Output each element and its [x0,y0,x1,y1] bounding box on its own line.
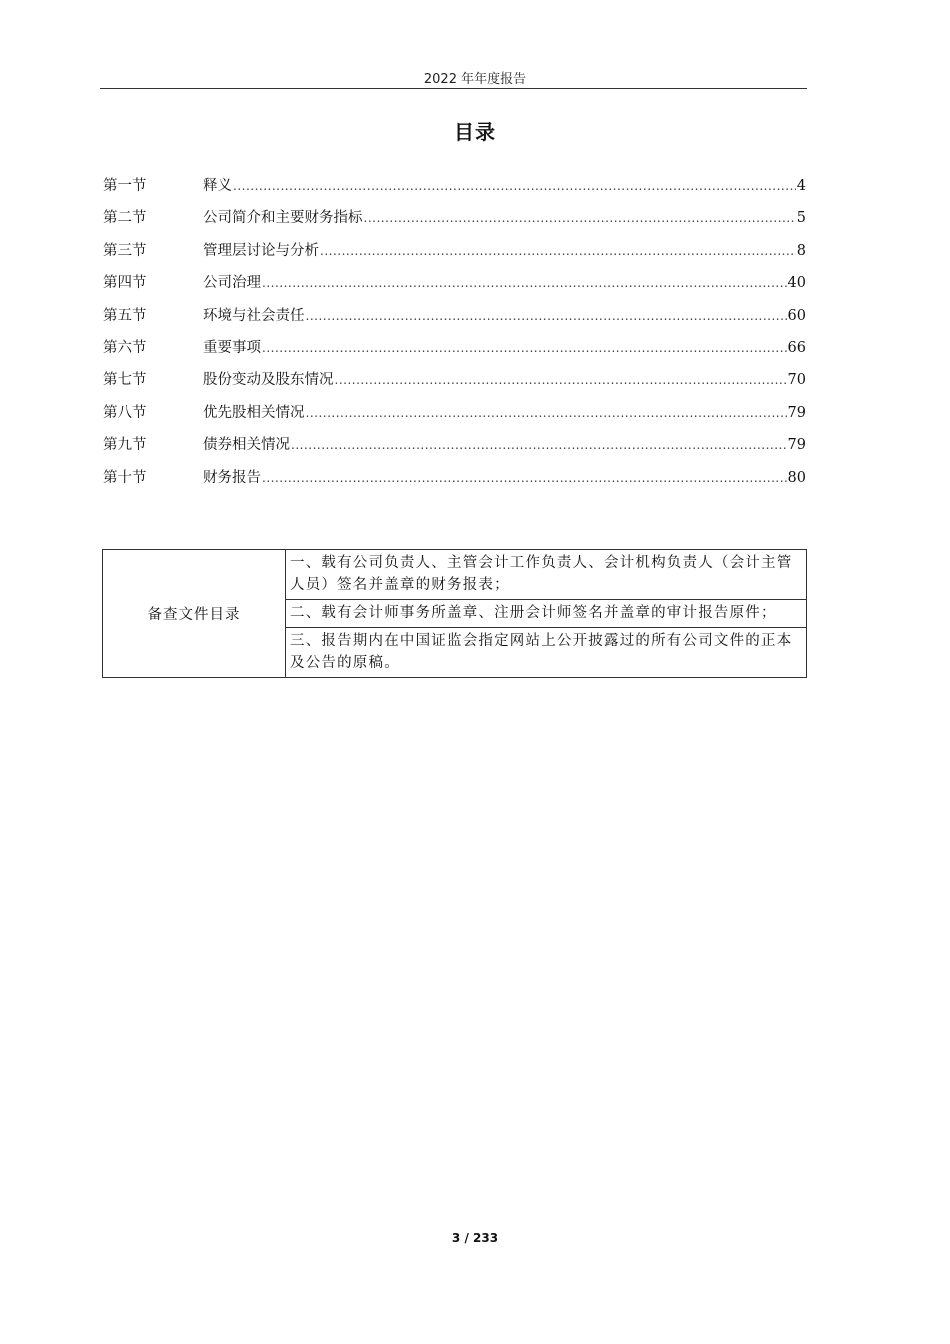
toc-entry[interactable] [103,401,806,433]
toc-entry-title: 财务报告 [203,469,261,486]
toc-entry-page: 80 [787,469,806,486]
toc-entry-title: 环境与社会责任 [203,307,305,324]
toc-leader-dots [262,471,787,485]
toc-leader-dots [233,179,796,193]
toc-leader-dots [262,276,787,290]
toc-entry-number: 第十节 [103,469,147,486]
toc-entry-title: 公司简介和主要财务指标 [203,210,363,227]
toc-entry-title: 股份变动及股东情况 [203,372,334,389]
reference-document-item: 二、载有会计师事务所盖章、注册会计师签名并盖章的审计报告原件； [286,600,807,628]
toc-leader-dots [291,438,787,452]
toc-entry[interactable] [103,174,806,206]
toc-entry-title: 公司治理 [203,275,261,292]
toc-entry-number: 第二节 [103,210,147,227]
toc-entry-title: 优先股相关情况 [203,404,305,421]
toc-entry[interactable] [103,433,806,465]
toc-entry-title: 重要事项 [203,339,261,356]
toc-entry-title: 释义 [203,178,232,194]
reference-documents-label: 备查文件目录 [103,550,286,678]
toc-leader-dots [306,406,787,420]
toc-entry-title: 债券相关情况 [203,437,290,454]
toc-entry-number: 第七节 [103,372,147,389]
toc-entry-page: 79 [787,437,806,454]
toc-leader-dots [306,309,787,323]
toc-entry-number: 第九节 [103,437,147,454]
reference-documents-table [102,549,807,678]
toc-entry-number: 第一节 [103,178,147,194]
toc-title: 目录 [454,120,496,144]
toc-entry-number: 第八节 [103,404,147,421]
toc-entry-page: 4 [796,178,806,194]
table-of-contents [103,174,806,498]
toc-entry-page: 60 [787,307,806,324]
reference-document-item: 一、载有公司负责人、主管会计工作负责人、会计机构负责人（会计主管人员）签名并盖章的财务报表； [286,550,807,600]
toc-entry[interactable] [103,271,806,303]
reference-document-item: 三、报告期内在中国证监会指定网站上公开披露过的所有公司文件的正本及公告的原稿。 [286,628,807,678]
toc-entry-number: 第四节 [103,275,147,292]
toc-leader-dots [364,211,796,225]
toc-entry[interactable] [103,304,806,336]
toc-entry-page: 70 [787,372,806,389]
toc-entry-number: 第五节 [103,307,147,324]
toc-leader-dots [335,373,787,387]
toc-entry-number: 第三节 [103,242,147,259]
toc-entry[interactable] [103,206,806,238]
toc-leader-dots [262,341,787,355]
toc-entry[interactable] [103,336,806,368]
toc-entry[interactable] [103,368,806,400]
report-header-title: 2022 年年度报告 [423,72,527,87]
page-number: 3 / 233 [451,1231,499,1245]
toc-entry-title: 管理层讨论与分析 [203,242,319,259]
toc-entry-page: 66 [787,339,806,356]
toc-entry[interactable] [103,239,806,271]
toc-entry-page: 8 [796,242,806,259]
toc-entry-page: 40 [787,275,806,292]
toc-entry-page: 79 [787,404,806,421]
toc-entry-number: 第六节 [103,339,147,356]
toc-entry-page: 5 [796,210,806,227]
header-divider [100,88,807,89]
toc-entry[interactable] [103,466,806,498]
toc-leader-dots [320,244,796,258]
